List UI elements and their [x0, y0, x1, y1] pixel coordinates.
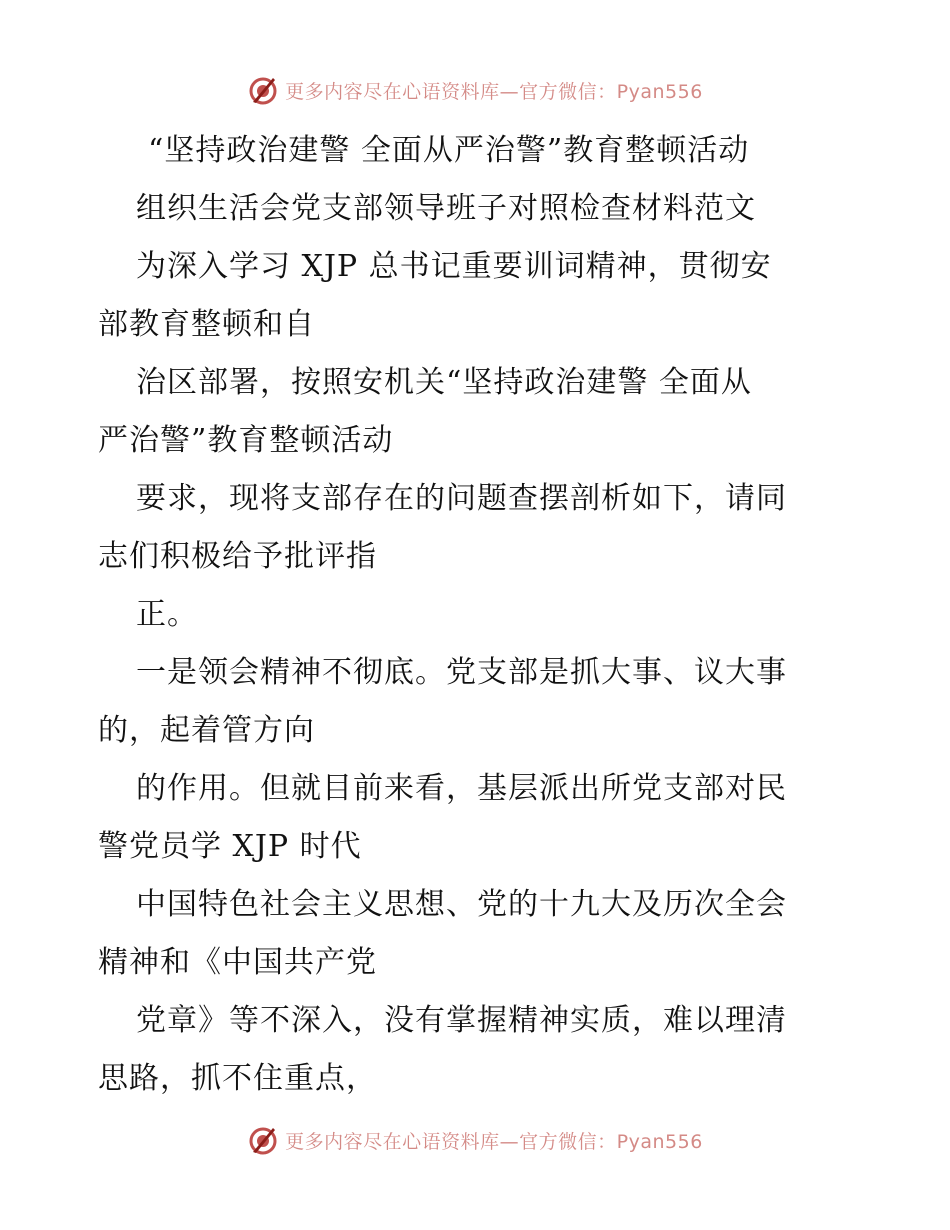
paragraph-line: 部教育整顿和自: [98, 307, 315, 342]
header-banner-text: 更多内容尽在心语资料库—官方微信：Pyan556: [285, 80, 703, 103]
footer-banner-text: 更多内容尽在心语资料库—官方微信：Pyan556: [285, 1130, 703, 1153]
paragraph-line: 一是领会精神不彻底。党支部是抓大事、议大事: [136, 655, 787, 690]
paragraph-line: 中国特色社会主义思想、党的十九大及历次全会: [136, 887, 787, 922]
footer-banner: [0, 1120, 950, 1160]
quill-seal-icon: [247, 74, 279, 106]
quill-seal-icon: [247, 1124, 279, 1156]
paragraph-line: 治区部署，按照安机关“坚持政治建警 全面从: [136, 365, 752, 400]
doc-title-line-2: 组织生活会党支部领导班子对照检查材料范文: [136, 191, 756, 226]
paragraph-line: 警党员学 XJP 时代: [98, 829, 362, 864]
paragraph-line: 的作用。但就目前来看，基层派出所党支部对民: [136, 771, 787, 806]
header-banner: [0, 70, 950, 110]
paragraph-line: 党章》等不深入，没有掌握精神实质，难以理清: [136, 1003, 787, 1038]
paragraph-line: 正。: [136, 597, 198, 632]
paragraph-line: 要求，现将支部存在的问题查摆剖析如下，请同: [136, 481, 787, 516]
paragraph-line: 的，起着管方向: [98, 713, 315, 748]
document-body: [98, 122, 858, 1108]
paragraph-line: 为深入学习 XJP 总书记重要训词精神，贯彻安: [136, 249, 772, 284]
doc-title-line-1: “坚持政治建警 全面从严治警”教育整顿活动: [148, 133, 750, 168]
paragraph-line: 思路，抓不住重点，: [98, 1061, 377, 1096]
paragraph-line: 严治警”教育整顿活动: [98, 423, 394, 458]
paragraph-line: 志们积极给予批评指: [98, 539, 377, 574]
paragraph-line: 精神和《中国共产党: [98, 945, 377, 980]
